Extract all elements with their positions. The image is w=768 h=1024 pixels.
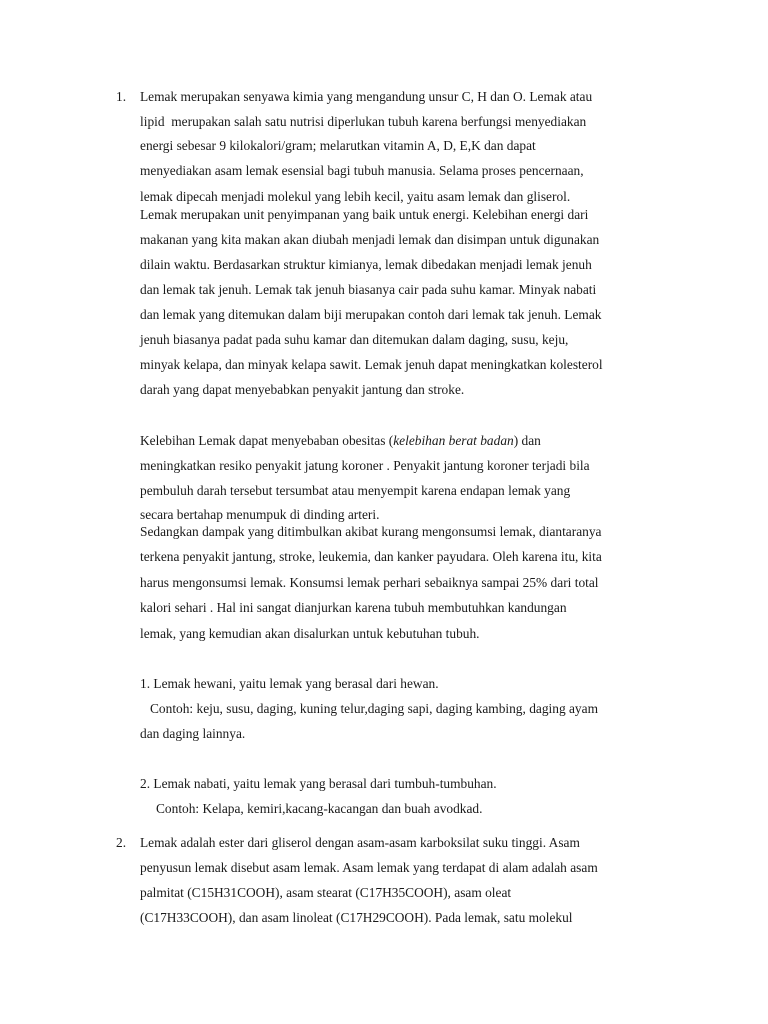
text-line: menyediakan asam lemak esensial bagi tubuh manusia. Selama proses pencernaan,	[140, 163, 584, 178]
text-line-with-italic	[140, 434, 541, 447]
text-line: energi sebesar 9 kilokalori/gram; melarutkan vitamin A, D, E,K dan dapat	[140, 138, 536, 153]
text-line: Sedangkan dampak yang ditimbulkan akibat kurang mengonsumsi lemak, diantaranya	[140, 524, 602, 539]
text-line: Lemak merupakan unit penyimpanan yang baik untuk energi. Kelebihan energi dari	[140, 207, 589, 222]
sub-list-item-title: 1. Lemak hewani, yaitu lemak yang berasal dari hewan.	[140, 676, 439, 691]
text-line: harus mengonsumsi lemak. Konsumsi lemak perhari sebaiknya sampai 25% dari total	[140, 575, 599, 590]
sub-list-example: Contoh: Kelapa, kemiri,kacang-kacangan dan buah avodkad.	[156, 801, 483, 816]
text-line: terkena penyakit jantung, stroke, leukemia, dan kanker payudara. Oleh karena itu, kita	[140, 549, 602, 564]
text-line: secara bertahap menumpuk di dinding arteri.	[140, 507, 380, 522]
text-line: lemak, yang kemudian akan disalurkan untuk kebutuhan tubuh.	[140, 626, 480, 641]
text-segment: Kelebihan Lemak dapat menyebaban obesitas (	[140, 433, 394, 448]
text-line: dan lemak tak jenuh. Lemak tak jenuh biasanya cair pada suhu kamar. Minyak nabati	[140, 282, 597, 297]
text-line: dan lemak yang ditemukan dalam biji merupakan contoh dari lemak tak jenuh. Lemak	[140, 307, 602, 322]
text-line: jenuh biasanya padat pada suhu kamar dan ditemukan dalam daging, susu, keju,	[140, 332, 569, 347]
text-line: minyak kelapa, dan minyak kelapa sawit. Lemak jenuh dapat meningkatkan kolesterol	[140, 357, 603, 372]
sub-list-example: dan daging lainnya.	[140, 726, 246, 741]
text-line: pembuluh darah tersebut tersumbat atau menyempit karena endapan lemak yang	[140, 483, 571, 498]
text-line: kalori sehari . Hal ini sangat dianjurkan karena tubuh membutuhkan kandungan	[140, 600, 567, 615]
text-line: (C17H33COOH), dan asam linoleat (C17H29COOH). Pada lemak, satu molekul	[140, 910, 573, 925]
italic-phrase: kelebihan berat badan	[393, 433, 514, 448]
text-line: meningkatkan resiko penyakit jatung koroner . Penyakit jantung koroner terjadi bila	[140, 458, 590, 473]
sub-list-item-title: 2. Lemak nabati, yaitu lemak yang berasal dari tumbuh-tumbuhan.	[140, 776, 497, 791]
text-line: lemak dipecah menjadi molekul yang lebih kecil, yaitu asam lemak dan gliserol.	[140, 189, 571, 204]
list-number-1: 1.	[116, 89, 127, 104]
text-line: Lemak adalah ester dari gliserol dengan asam-asam karboksilat suku tinggi. Asam	[140, 835, 580, 850]
text-line: makanan yang kita makan akan diubah menjadi lemak dan disimpan untuk digunakan	[140, 232, 600, 247]
text-line: penyusun lemak disebut asam lemak. Asam lemak yang terdapat di alam adalah asam	[140, 860, 598, 875]
text-line: dilain waktu. Berdasarkan struktur kimianya, lemak dibedakan menjadi lemak jenuh	[140, 257, 592, 272]
text-line: darah yang dapat menyebabkan penyakit jantung dan stroke.	[140, 382, 465, 397]
text-segment: ) dan	[513, 433, 541, 448]
text-line: lipid merupakan salah satu nutrisi diperlukan tubuh karena berfungsi menyediakan	[140, 114, 587, 129]
text-line: palmitat (C15H31COOH), asam stearat (C17H35COOH), asam oleat	[140, 885, 512, 900]
list-number-2: 2.	[116, 835, 127, 850]
sub-list-example: Contoh: keju, susu, daging, kuning telur,daging sapi, daging kambing, daging ayam	[150, 701, 598, 716]
text-line: Lemak merupakan senyawa kimia yang mengandung unsur C, H dan O. Lemak atau	[140, 89, 593, 104]
